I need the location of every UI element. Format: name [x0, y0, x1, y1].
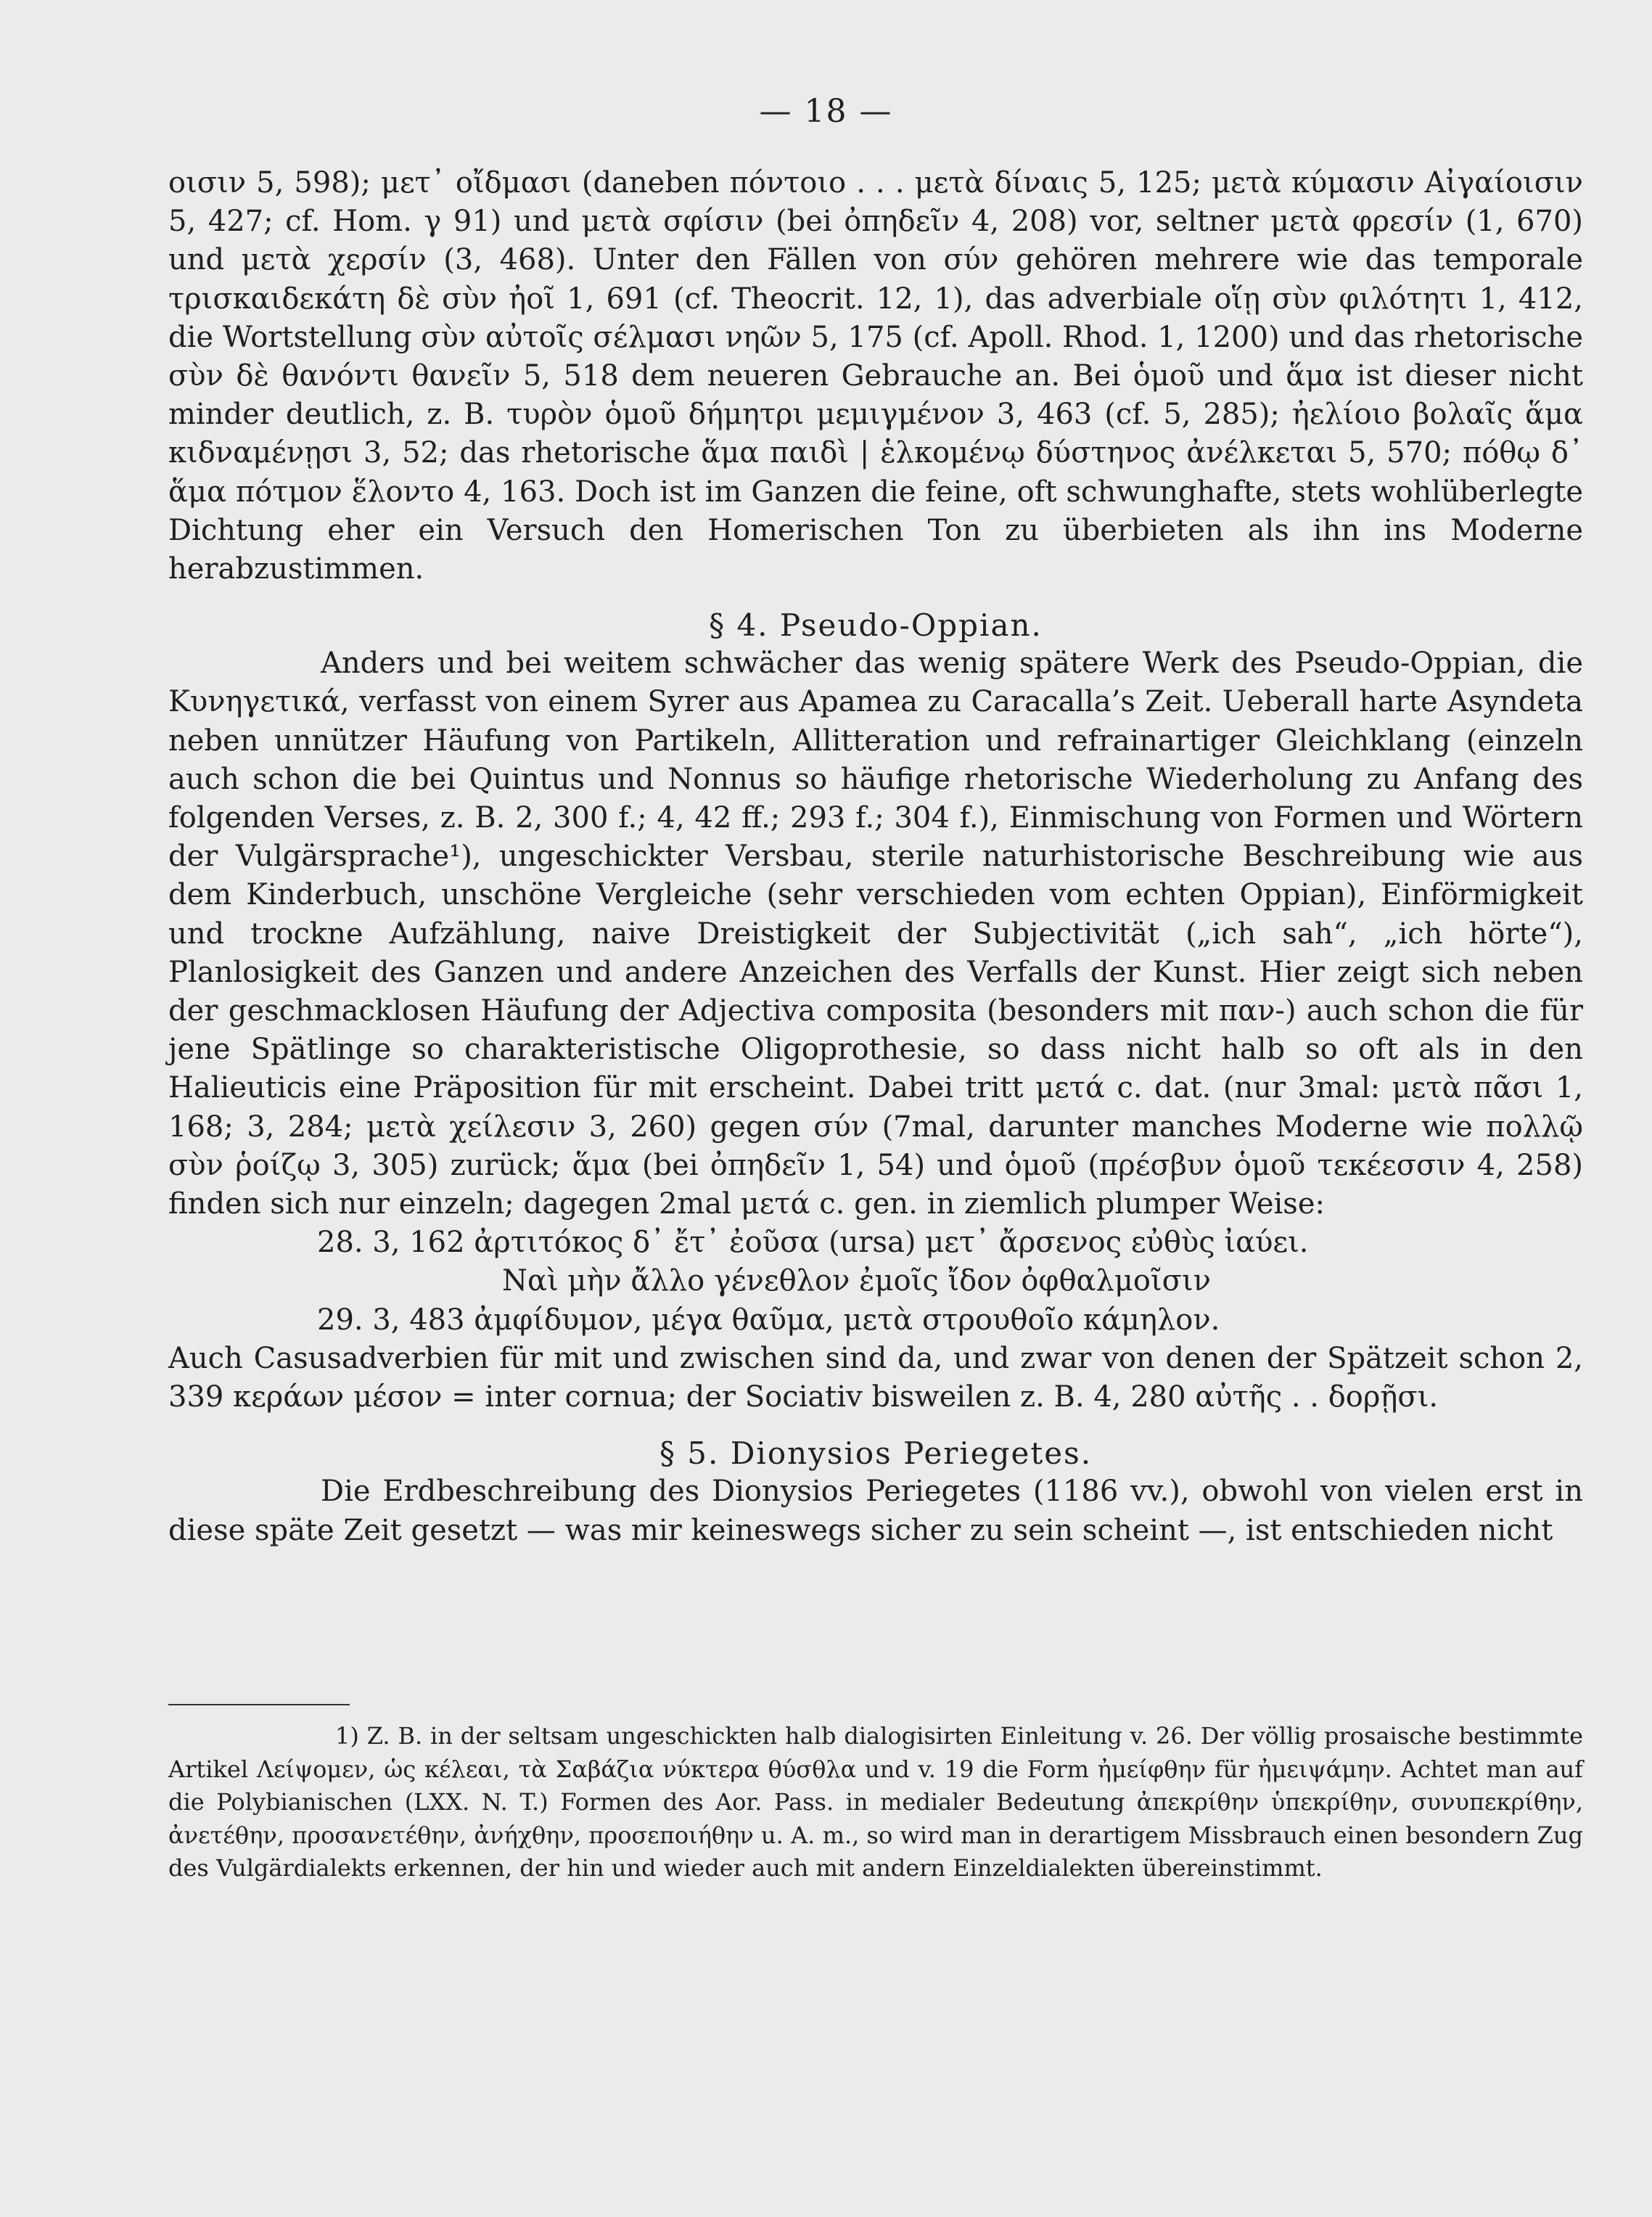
verse-28: 28. 3, 162 ἀρτιτόκος δ᾽ ἔτ᾽ ἐοῦσα (ursa) μετ᾽ ἄρσενος εὐθὺς ἰαύει. — [317, 1226, 1309, 1260]
paragraph-dionysios: Die Erdbeschreibung des Dionysios Periegetes (1186 vv.), obwohl von vielen erst in diese späte Zeit gesetzt — was mir keineswegs sicher zu sein scheint —, ist entschieden nicht — [168, 1475, 1583, 1547]
section-heading-4: § 4. Pseudo-Oppian. — [709, 607, 1043, 644]
verse-29-line2: 29. 3, 483 ἀμφίδυμον, μέγα θαῦμα, μετὰ στρουθοῖο κάμηλον. — [317, 1303, 1220, 1337]
footnote-rule — [168, 1704, 350, 1705]
paragraph-continuation: οισιν 5, 598); μετ᾽ οἴδμασι (daneben πόντοιο . . . μετὰ δίναις 5, 125; μετὰ κύμασιν Αἰγαίοισιν 5, 427; cf. Hom. γ 91) und μετὰ σφίσιν (bei ὀπηδεῖν 4, 208) vor, seltner μετὰ φρεσίν (1, 670) und μετὰ χερσίν (3, 468). Unter den Fällen von σύν gehören mehrere wie das temporale τρισκαιδεκάτη δὲ σὺν ἠοῖ 1, 691 (cf. Theocrit. 12, 1), das adverbiale οἵῃ σὺν φιλότητι 1, 412, die Wortstellung σὺν αὐτοῖς σέλμασι νηῶν 5, 175 (cf. Apoll. Rhod. 1, 1200) und das rhetorische σὺν δὲ θανόντι θανεῖν 5, 518 dem neueren Gebrauche an. Bei ὁμοῦ und ἅμα ist dieser nicht minder deutlich, z. B. τυρὸν ὁμοῦ δήμητρι μεμιγμένον 3, 463 (cf. 5, 285); ἠελίοιο βολαῖς ἅμα κιδναμένῃσι 3, 52; das rhetorische ἅμα παιδὶ | ἑλκομένῳ δύστηνος ἀνέλκεται 5, 570; πόθῳ δ᾽ ἅμα πότμον ἕλοντο 4, 163. Doch ist im Ganzen die feine, oft schwunghafte, stets wohlüberlegte Dichtung eher ein Versuch den Homerischen Ton zu überbieten als ihn ins Moderne herabzustimmen. — [168, 166, 1583, 586]
footnote-1: 1) Z. B. in der seltsam ungeschickten halb dialogisirten Einleitung v. 26. Der völlig prosaische bestimmte Artikel Λείψομεν, ὡς κέλεαι, τὰ Σαβάζια νύκτερα θύσθλα und v. 19 die Form ἠμείφθην für ἠμειψάμην. Achtet man auf die Polybianischen (LXX. N. T.) Formen des Aor. Pass. in medialer Bedeutung ἀπεκρίθην ὑπεκρίθην, συνυπεκρίθην, ἀνετέθην, προσανετέθην, ἀνήχθην, προσεποιήθην u. A. m., so wird man in derartigem Missbrauch einen besondern Zug des Vulgärdialekts erkennen, der hin und wieder auch mit andern Einzeldialekten übereinstimmt. — [168, 1722, 1583, 1882]
page-number: — 18 — — [759, 93, 893, 130]
paragraph-pseudo-oppian: Anders und bei weitem schwächer das wenig spätere Werk des Pseudo-Oppian, die Κυνηγετικά, verfasst von einem Syrer aus Apamea zu Caracalla’s Zeit. Ueberall harte Asyndeta neben unnützer Häufung von Partikeln, Allitteration und refrainartiger Gleichklang (einzeln auch schon die bei Quintus und Nonnus so häufige rhetorische Wiederholung zu Anfang des folgenden Verses, z. B. 2, 300 f.; 4, 42 ff.; 293 f.; 304 f.), Einmischung von Formen und Wörtern der Vulgärsprache¹), ungeschickter Versbau, sterile naturhistorische Beschreibung wie aus dem Kinderbuch, unschöne Vergleiche (sehr verschieden vom echten Oppian), Einförmigkeit und trockne Aufzählung, naive Dreistigkeit der Subjectivität („ich sah“, „ich hörte“), Planlosigkeit des Ganzen und andere Anzeichen des Verfalls der Kunst. Hier zeigt sich neben der geschmacklosen Häufung der Adjectiva composita (besonders mit παν-) auch schon die für jene Spätlinge so charakteristische Oligoprothesie, so dass nicht halb so oft als in den Halieuticis eine Präposition für mit erscheint. Dabei tritt μετά c. dat. (nur 3mal: μετὰ πᾶσι 1, 168; 3, 284; μετὰ χείλεσιν 3, 260) gegen σύν (7mal, darunter manches Moderne wie πολλῷ σὺν ῥοίζῳ 3, 305) zurück; ἅμα (bei ὀπηδεῖν 1, 54) und ὁμοῦ (πρέσβυν ὁμοῦ τεκέεσσιν 4, 258) finden sich nur einzeln; dagegen 2mal μετά c. gen. in ziemlich plumper Weise: — [168, 647, 1583, 1221]
footnotes — [168, 1720, 1583, 1885]
paragraph-casusadverbien: Auch Casusadverbien für mit und zwischen sind da, und zwar von denen der Spätzeit schon 2, 339 κεράων μέσον = inter cornua; der Sociativ bisweilen z. B. 4, 280 αὐτῆς . . δορῇσι. — [168, 1341, 1583, 1414]
verse-29-line1: Ναὶ μὴν ἄλλο γένεθλον ἐμοῖς ἴδον ὀφθαλμοῖσιν — [502, 1264, 1211, 1298]
main-text — [168, 164, 1583, 1550]
section-heading-5: § 5. Dionysios Periegetes. — [659, 1435, 1093, 1472]
